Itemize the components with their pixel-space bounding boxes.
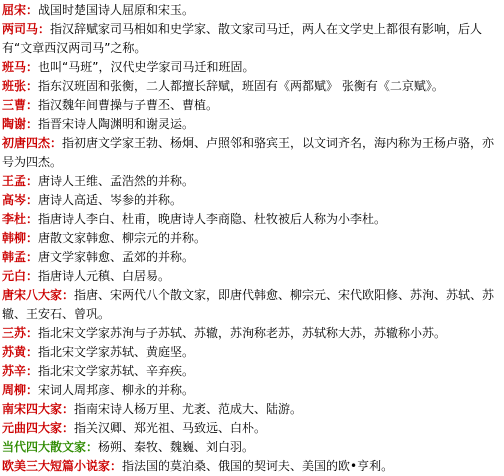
entry-definition: 指初唐文学家王勃、杨炯、卢照邻和骆宾王，以文词齐名，海内称为王杨卢骆，亦号为四杰。: [2, 136, 495, 169]
entry-definition: 唐诗人王维、孟浩然的并称。: [38, 174, 195, 188]
entry-term: 班马: [2, 60, 27, 74]
entry-colon: ：: [26, 174, 39, 188]
entry-definition: 指关汉卿、郑光祖、马致远、白朴。: [74, 421, 267, 435]
entry-colon: ：: [26, 345, 39, 359]
entry-definition: 唐诗人高适、岑参的并称。: [38, 193, 183, 207]
entry-definition: 指唐、宋两代八个散文家，即唐代韩愈、柳宗元、宋代欧阳修、苏洵、苏轼、苏辙、王安石、曾巩。: [2, 288, 495, 321]
entry-term: 三苏: [2, 326, 27, 340]
glossary-entry: [2, 96, 500, 115]
entry-definition: 指南宋诗人杨万里、尤袤、范成大、陆游。: [74, 402, 303, 416]
entry-term: 苏辛: [2, 364, 27, 378]
entry-definition: 唐散文家韩愈、柳宗元的并称。: [38, 231, 207, 245]
glossary-entry: [2, 115, 500, 134]
entry-definition: 指唐诗人元稹、白居易。: [38, 269, 171, 283]
entry-term: 陶谢: [2, 117, 27, 131]
glossary-entry: [2, 343, 500, 362]
glossary-entry: [2, 134, 500, 172]
entry-colon: ：: [26, 269, 39, 283]
glossary-entry: [2, 457, 500, 476]
entry-term: 元白: [2, 269, 27, 283]
entry-colon: ：: [62, 421, 75, 435]
glossary-entry: [2, 191, 500, 210]
glossary-entry: [2, 381, 500, 400]
literature-glossary: [2, 1, 500, 476]
glossary-entry: [2, 286, 500, 324]
entry-term: 高岑: [2, 193, 27, 207]
entry-term: 周柳: [2, 383, 27, 397]
entry-colon: ：: [110, 459, 123, 473]
entry-term: 苏黄: [2, 345, 27, 359]
entry-definition: 指北宋文学家苏轼、黄庭坚。: [38, 345, 195, 359]
entry-term: 韩孟: [2, 250, 27, 264]
glossary-entry: [2, 20, 500, 58]
entry-term: 元曲四大家: [2, 421, 63, 435]
entry-colon: ：: [26, 79, 39, 93]
glossary-entry: [2, 172, 500, 191]
entry-colon: ：: [26, 326, 39, 340]
entry-colon: ：: [26, 383, 39, 397]
entry-colon: ：: [26, 98, 39, 112]
entry-colon: ：: [38, 22, 51, 36]
glossary-entry: [2, 419, 500, 438]
entry-term: 唐宋八大家: [2, 288, 63, 302]
glossary-entry: [2, 400, 500, 419]
entry-term: 初唐四杰: [2, 136, 51, 150]
glossary-entry: [2, 438, 500, 457]
entry-colon: ：: [26, 250, 39, 264]
entry-definition: 宋词人周邦彦、柳永的并称。: [38, 383, 195, 397]
entry-definition: 唐文学家韩愈、孟郊的并称。: [38, 250, 195, 264]
entry-colon: ：: [26, 212, 39, 226]
glossary-entry: [2, 267, 500, 286]
entry-term: 班张: [2, 79, 27, 93]
glossary-entry: [2, 1, 500, 20]
entry-definition: 杨朔、秦牧、魏巍、刘白羽。: [98, 440, 255, 454]
entry-term: 韩柳: [2, 231, 27, 245]
entry-definition: 指晋宋诗人陶渊明和谢灵运。: [38, 117, 195, 131]
entry-term: 屈宋: [2, 3, 27, 17]
entry-definition: 指汉辞赋家司马相如和史学家、散文家司马迁，两人在文学史上都很有影响，后人有“文章西汉两司马”之称。: [2, 22, 483, 55]
entry-term: 当代四大散文家: [2, 440, 87, 454]
entry-colon: ：: [26, 364, 39, 378]
entry-term: 欧美三大短篇小说家: [2, 459, 111, 473]
entry-definition: 也叫“马班”，汉代史学家司马迁和班固。: [38, 60, 255, 74]
entry-term: 南宋四大家: [2, 402, 63, 416]
entry-term: 王孟: [2, 174, 27, 188]
entry-definition: 指北宋文学家苏洵与子苏轼、苏辙，苏洵称老苏，苏轼称大苏，苏辙称小苏。: [38, 326, 447, 340]
entry-colon: ：: [26, 60, 39, 74]
glossary-entry: [2, 324, 500, 343]
entry-term: 三曹: [2, 98, 27, 112]
glossary-entry: [2, 210, 500, 229]
entry-definition: 指汉魏年间曹操与子曹丕、曹植。: [38, 98, 219, 112]
entry-term: 两司马: [2, 22, 39, 36]
glossary-entry: [2, 58, 500, 77]
glossary-entry: [2, 77, 500, 96]
entry-colon: ：: [62, 402, 75, 416]
entry-colon: ：: [26, 117, 39, 131]
entry-colon: ：: [86, 440, 99, 454]
entry-definition: 战国时楚国诗人屈原和宋玉。: [38, 3, 195, 17]
entry-colon: ：: [62, 288, 75, 302]
entry-term: 李杜: [2, 212, 27, 226]
glossary-entry: [2, 362, 500, 381]
entry-definition: 指法国的莫泊桑、俄国的契诃夫、美国的欧•亨利。: [122, 459, 394, 473]
entry-definition: 指北宋文学家苏轼、辛弃疾。: [38, 364, 195, 378]
entry-colon: ：: [26, 193, 39, 207]
glossary-entry: [2, 229, 500, 248]
entry-colon: ：: [50, 136, 63, 150]
entry-colon: ：: [26, 231, 39, 245]
entry-definition: 指唐诗人李白、杜甫，晚唐诗人李商隐、杜牧被后人称为小李杜。: [38, 212, 387, 226]
entry-definition: 指东汉班固和张衡，二人都擅长辞赋，班固有《两都赋》 张衡有《二京赋》。: [38, 79, 444, 93]
entry-colon: ：: [26, 3, 39, 17]
glossary-entry: [2, 248, 500, 267]
